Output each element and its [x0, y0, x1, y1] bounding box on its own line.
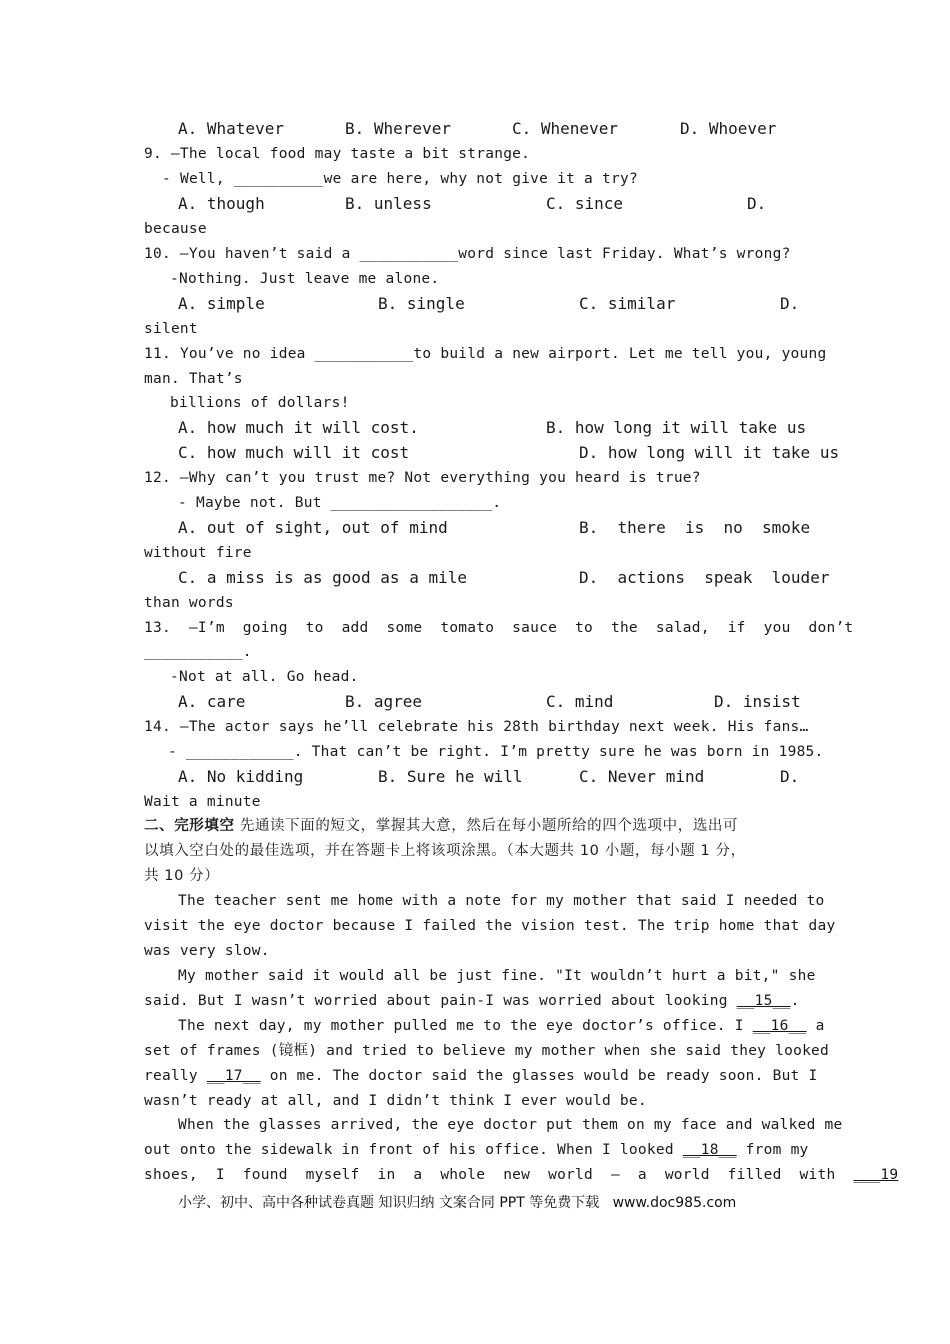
- passage-p4-line1: When the glasses arrived, the eye doctor put them on my face and walked me: [178, 1117, 843, 1133]
- q10-option-b: B. single: [378, 294, 465, 313]
- q13-number: 13.: [144, 620, 171, 636]
- passage-p3-line2: set of frames (镜框) and tried to believe my mother when she said they looked: [144, 1043, 830, 1059]
- q13-option-d: D. insist: [714, 692, 801, 711]
- passage-p1-line2: visit the eye doctor because I failed the vision test. The trip home that day: [144, 918, 836, 934]
- q10-number: 10.: [144, 246, 171, 262]
- q12-number: 12.: [144, 470, 171, 486]
- q11-option-d: D. how long will it take us: [579, 443, 840, 462]
- section2-text1: 先通读下面的短文，掌握其大意，然后在每小题所给的四个选项中，选出可: [234, 818, 739, 834]
- passage-p2-line2: said. But I wasn’t worried about pain-I was worried about looking __15__.: [144, 993, 800, 1009]
- passage-p3-line1-end: a: [806, 1018, 825, 1034]
- q9-option-a: A. though: [178, 194, 265, 213]
- q12-line2: - Maybe not. But __________________.: [178, 495, 502, 511]
- passage-p1-line1: The teacher sent me home with a note for my mother that said I needed to: [178, 893, 825, 909]
- page-footer: 小学、初中、高中各种试卷真题 知识归纳 文案合同 PPT 等免费下载 www.doc985.com: [178, 1195, 737, 1211]
- q13-line2: ___________.: [144, 644, 252, 660]
- passage-p1-line3: was very slow.: [144, 943, 270, 959]
- q14-option-d-text: Wait a minute: [144, 794, 261, 810]
- q9-option-d: D.: [747, 194, 767, 213]
- passage-p3-line4: wasn’t ready at all, and I didn’t think I ever would be.: [144, 1093, 647, 1109]
- section2-text3: 共 10 分）: [144, 868, 220, 884]
- q12-option-c: C. a miss is as good as a mile: [178, 568, 467, 587]
- passage-p4-line2: [144, 1140, 808, 1160]
- q9-option-b: B. unless: [345, 194, 432, 213]
- q11-stem: [144, 344, 827, 364]
- q8-option-c: C. Whenever: [512, 119, 618, 138]
- q10-line2: -Nothing. Just leave me alone.: [170, 271, 440, 287]
- q10-option-d-text: silent: [144, 321, 198, 337]
- blank-16[interactable]: __16__: [752, 1018, 807, 1034]
- q14-option-d: D.: [780, 767, 800, 786]
- q9-stem: [144, 144, 808, 164]
- q10-option-a: A. simple: [178, 294, 265, 313]
- section2-instructions: [144, 816, 808, 836]
- passage-p2-line2-text: said. But I wasn’t worried about pain-I was worried about looking: [144, 993, 737, 1009]
- passage-p4-line3-text: shoes, I found myself in a whole new world – a world filled with: [144, 1167, 854, 1183]
- q12-option-a: A. out of sight, out of mind: [178, 518, 448, 537]
- q8-option-b: B. Wherever: [345, 119, 451, 138]
- q13-option-a: A. care: [178, 692, 246, 711]
- q13-option-b: B. agree: [345, 692, 423, 711]
- q12-option-d: D. actions speak louder: [579, 568, 830, 587]
- q8-option-d: D. Whoever: [680, 119, 777, 138]
- q13-option-c: C. mind: [546, 692, 614, 711]
- q11-line2: man. That’s: [144, 371, 243, 387]
- q9-option-d-text: because: [144, 221, 207, 237]
- blank-15[interactable]: __15__: [736, 993, 791, 1009]
- q11-option-b: B. how long it will take us: [546, 418, 807, 437]
- q9-line2: - Well, __________we are here, why not give it a try?: [162, 171, 638, 187]
- q12-option-b: B. there is no smoke: [579, 518, 811, 537]
- q13-line1: –I’m going to add some tomato sauce to the salad, if you don’t: [170, 620, 854, 636]
- q10-option-d: D.: [780, 294, 800, 313]
- q9-option-c: C. since: [546, 194, 624, 213]
- passage-p3-line3-end: on me. The doctor said the glasses would be ready soon. But I: [260, 1068, 818, 1084]
- q11-line1: You’ve no idea ___________to build a new airport. Let me tell you, young: [179, 346, 827, 362]
- q11-option-c: C. how much will it cost: [178, 443, 410, 462]
- q14-stem: [144, 717, 808, 737]
- q14-option-c: C. Never mind: [579, 767, 705, 786]
- q10-line1: –You haven’t said a ___________word since last Friday. What’s wrong?: [170, 246, 791, 262]
- q12-stem: [144, 468, 808, 488]
- q12-line1: –Why can’t you trust me? Not everything you heard is true?: [170, 470, 701, 486]
- section2-heading: 二、完形填空: [144, 818, 235, 834]
- q13-stem: [144, 618, 854, 638]
- q11-line3: billions of dollars!: [170, 395, 350, 411]
- q10-option-c: C. similar: [579, 294, 676, 313]
- q14-option-b: B. Sure he will: [378, 767, 523, 786]
- blank-17[interactable]: __17__: [206, 1068, 261, 1084]
- passage-p3-line3: [144, 1066, 818, 1086]
- q12-option-d-wrap: than words: [144, 595, 234, 611]
- q14-line1: –The actor says he’ll celebrate his 28th birthday next week. His fans…: [170, 719, 809, 735]
- blank-19[interactable]: ___19: [853, 1167, 899, 1183]
- passage-p4-line2-text: out onto the sidewalk in front of his office. When I looked: [144, 1142, 683, 1158]
- q9-line1: –The local food may taste a bit strange.: [161, 146, 531, 162]
- q14-number: 14.: [144, 719, 171, 735]
- passage-p3-line3-text: really: [144, 1068, 207, 1084]
- q11-option-a: A. how much it will cost.: [178, 418, 419, 437]
- q13-line3: -Not at all. Go head.: [170, 669, 359, 685]
- section2-text2: 以填入空白处的最佳选项，并在答题卡上将该项涂黑。（本大题共 10 小题，每小题 1 分，: [144, 843, 746, 859]
- q11-number: 11.: [144, 346, 171, 362]
- q14-line2: - ____________. That can’t be right. I’m pretty sure he was born in 1985.: [168, 744, 824, 760]
- q14-option-a: A. No kidding: [178, 767, 304, 786]
- q9-number: 9.: [144, 146, 162, 162]
- q8-option-a: A. Whatever: [178, 119, 284, 138]
- passage-p4-line2-end: from my: [736, 1142, 809, 1158]
- blank-18[interactable]: __18__: [682, 1142, 737, 1158]
- q12-option-b-wrap: without fire: [144, 545, 252, 561]
- passage-p3-line1: [178, 1016, 825, 1036]
- passage-p2-line1: My mother said it would all be just fine. "It wouldn’t hurt a bit," she: [178, 968, 816, 984]
- passage-p3-line1-text: The next day, my mother pulled me to the eye doctor’s office. I: [178, 1018, 753, 1034]
- passage-p4-line3: [144, 1165, 899, 1185]
- q10-stem: [144, 244, 808, 264]
